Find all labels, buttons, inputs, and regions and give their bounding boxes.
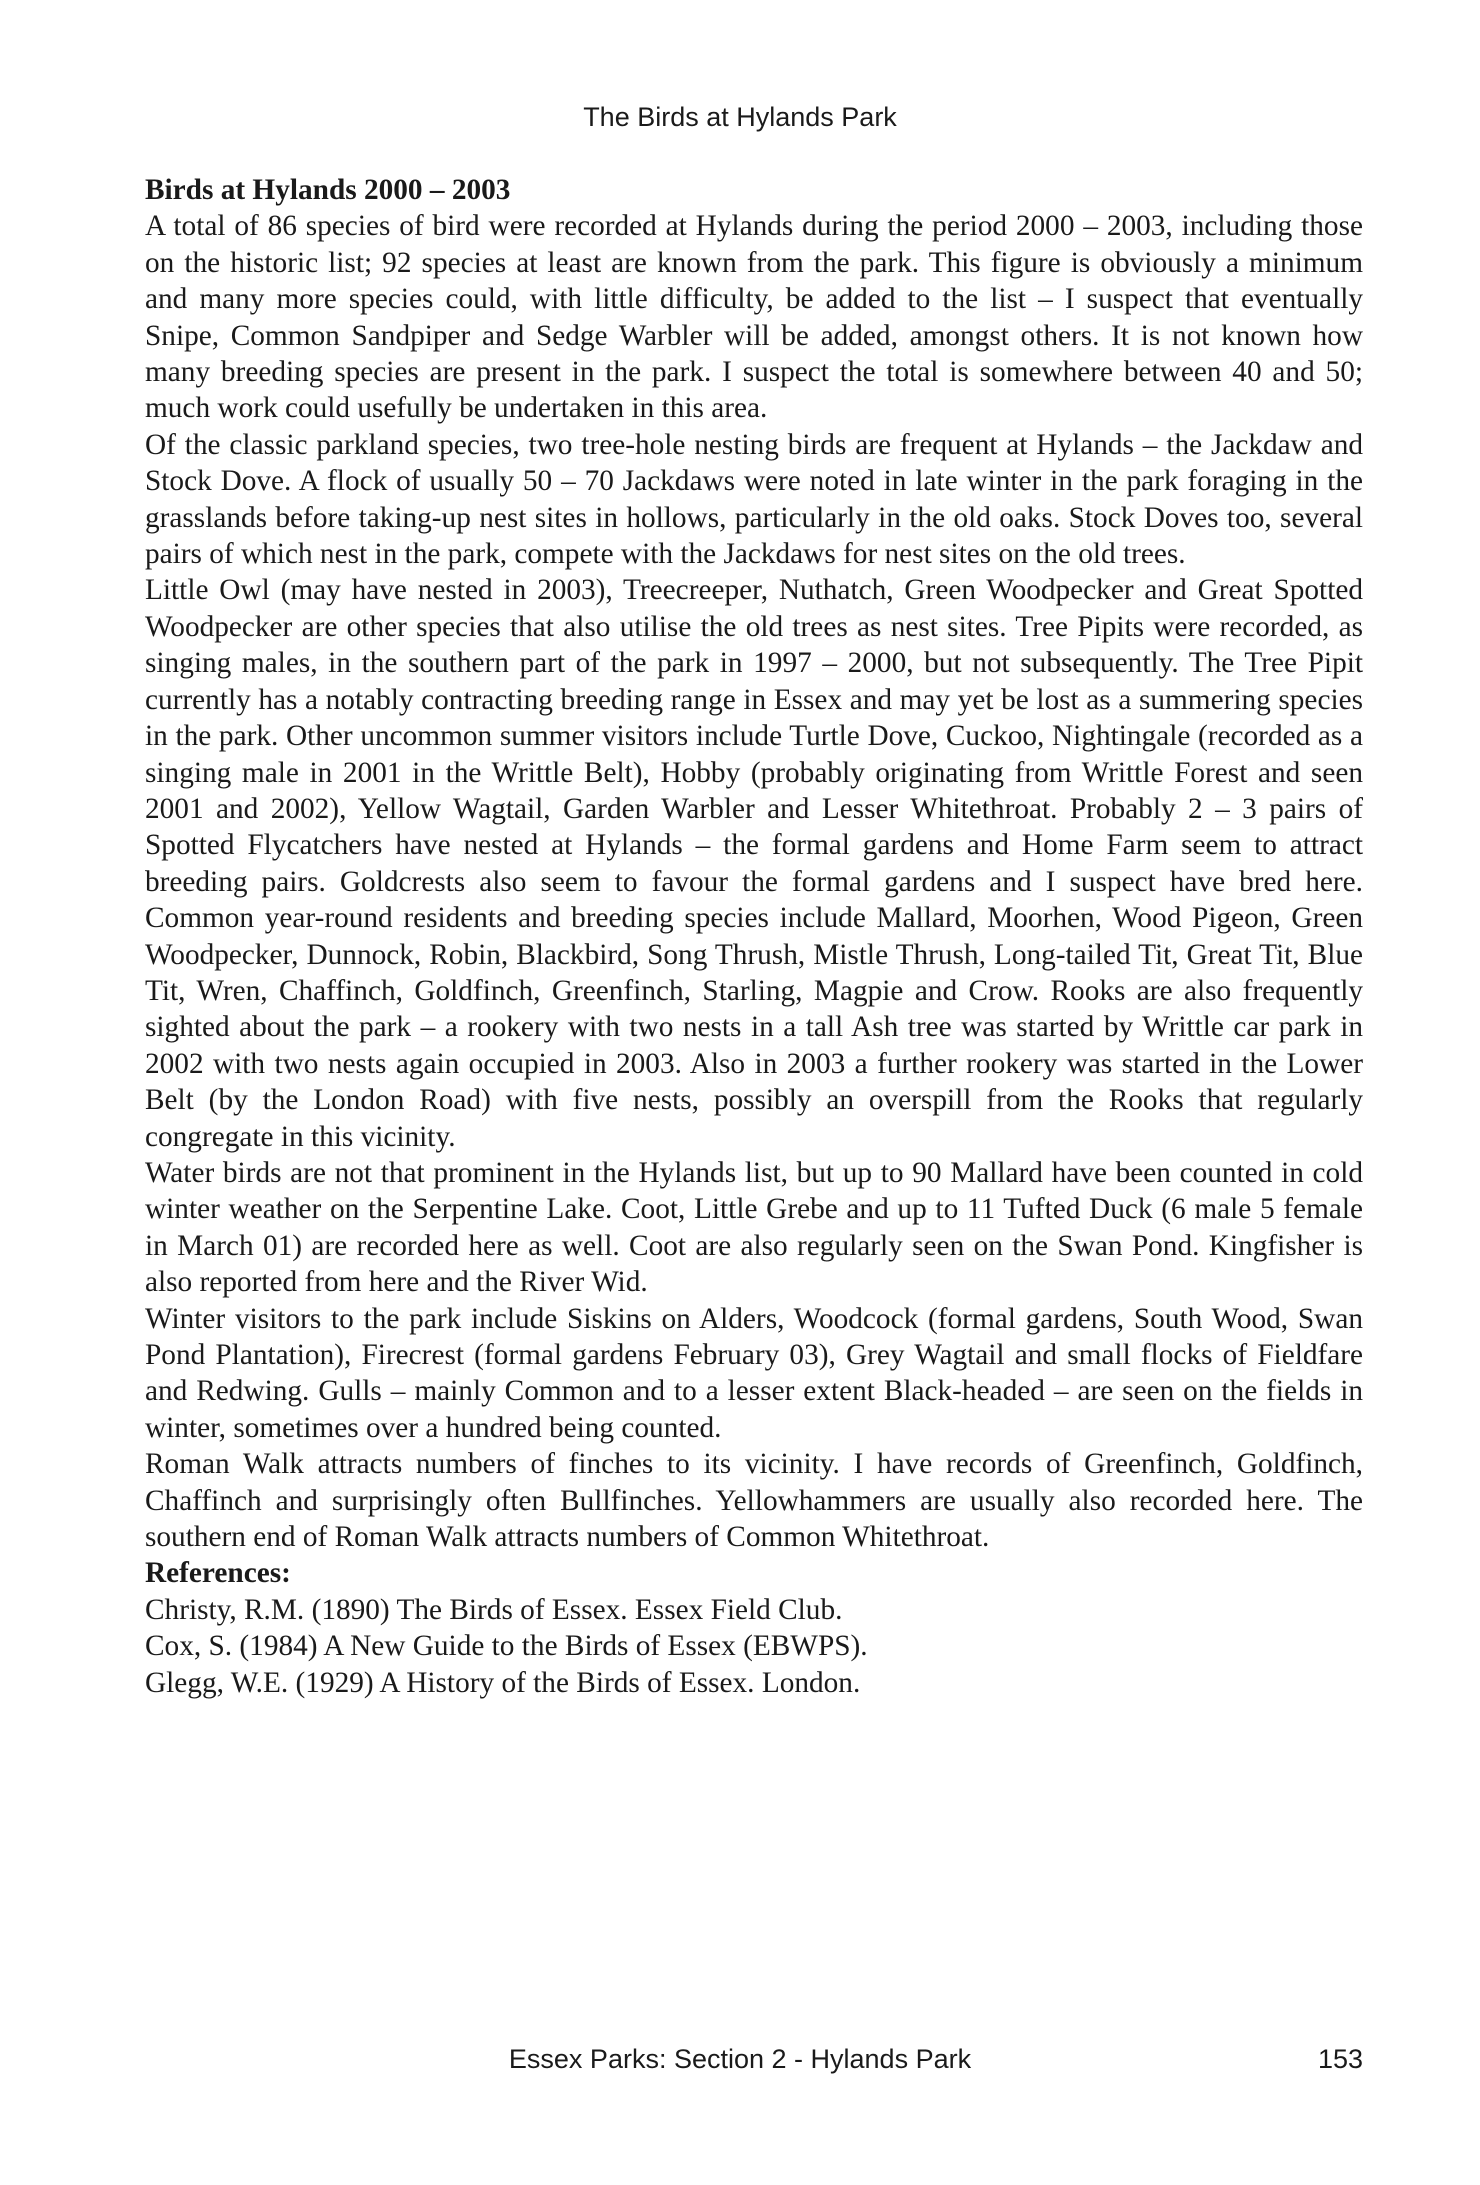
section-heading: Birds at Hylands 2000 – 2003 bbox=[145, 174, 511, 206]
paragraph-winter-visitors: Winter visitors to the park include Siskins on Alders, Woodcock (formal gardens, South Wood, Swan Pond Plantation), Firecrest (formal gardens February 03), Grey Wagtail and small flocks of Fieldfare and Redwing. Gulls – mainly Common and to a lesser extent Black-headed – are seen on the fields in winter, sometimes over a hundred being counted. bbox=[145, 1302, 1363, 1444]
page-number: 153 bbox=[1317, 2044, 1363, 2074]
paragraph-species-total: A total of 86 species of bird were recorded at Hylands during the period 2000 – 2003, including those on the historic list; 92 species at least are known from the park. This figure is obviously a minimum and many more species could, with little difficulty, be added to the list – I suspect that eventually Snipe, Common Sandpiper and Sedge Warbler will be added, amongst others. It is not known how many breeding species are present in the park. I suspect the total is somewhere between 40 and 50; much work could usefully be undertaken in this area. bbox=[145, 210, 1363, 425]
paragraph-parkland-species: Of the classic parkland species, two tree-hole nesting birds are frequent at Hylands – the Jackdaw and Stock Dove. A flock of usually 50 – 70 Jackdaws were noted in late winter in the park foraging in the grasslands before taking-up nest sites in hollows, particularly in the old oaks. Stock Doves too, several pairs of which nest in the park, compete with the Jackdaws for nest sites on the old trees. bbox=[145, 428, 1363, 571]
running-header: The Birds at Hylands Park bbox=[583, 102, 897, 132]
reference-item: Cox, S. (1984) A New Guide to the Birds of Essex (EBWPS). bbox=[145, 1630, 868, 1663]
reference-item: Glegg, W.E. (1929) A History of the Birds of Essex. London. bbox=[145, 1666, 861, 1699]
paragraph-old-trees: Little Owl (may have nested in 2003), Treecreeper, Nuthatch, Green Woodpecker and Great Spotted Woodpecker are other species that also utilise the old trees as nest sites. Tree Pipits were recorded, as singing males, in the southern part of the park in 1997 – 2000, but not subsequently. The Tree Pipit currently has a notably contracting breeding range in Essex and may yet be lost as a summering species in the park. Other uncommon summer visitors include Turtle Dove, Cuckoo, Nightingale (recorded as a singing male in 2001 in the Writtle Belt), Hobby (probably originating from Writtle Forest and seen 2001 and 2002), Yellow Wagtail, Garden Warbler and Lesser Whitethroat. Probably 2 – 3 pairs of Spotted Flycatchers have nested at Hylands – the formal gardens and Home Farm seem to attract breeding pairs. Goldcrests also seem to favour the formal gardens and I suspect have bred here. Common year-round residents and breeding species include Mallard, Moorhen, Wood Pigeon, Green Woodpecker, Dunnock, Robin, Blackbird, Song Thrush, Mistle Thrush, Long-tailed Tit, Great Tit, Blue Tit, Wren, Chaffinch, Goldfinch, Greenfinch, Starling, Magpie and Crow. Rooks are also frequently sighted about the park – a rookery with two nests in a tall Ash tree was started by Writtle car park in 2002 with two nests again occupied in 2003. Also in 2003 a further rookery was started in the Lower Belt (by the London Road) with five nests, possibly an overspill from the Rooks that regularly congregate in this vicinity. bbox=[145, 574, 1363, 1153]
paragraph-roman-walk: Roman Walk attracts numbers of finches to its vicinity. I have records of Greenfinch, Goldfinch, Chaffinch and surprisingly often Bullfinches. Yellowhammers are usually also recorded here. The southern end of Roman Walk attracts numbers of Common Whitethroat. bbox=[145, 1448, 1363, 1554]
references-heading: References: bbox=[145, 1557, 291, 1590]
article-body bbox=[145, 172, 1363, 1701]
footer-section-title: Essex Parks: Section 2 - Hylands Park bbox=[508, 2044, 972, 2074]
reference-item: Christy, R.M. (1890) The Birds of Essex. Essex Field Club. bbox=[145, 1593, 843, 1626]
paragraph-water-birds: Water birds are not that prominent in the Hylands list, but up to 90 Mallard have been counted in cold winter weather on the Serpentine Lake. Coot, Little Grebe and up to 11 Tufted Duck (6 male 5 female in March 01) are recorded here as well. Coot are also regularly seen on the Swan Pond. Kingfisher is also reported from here and the River Wid. bbox=[145, 1156, 1363, 1299]
